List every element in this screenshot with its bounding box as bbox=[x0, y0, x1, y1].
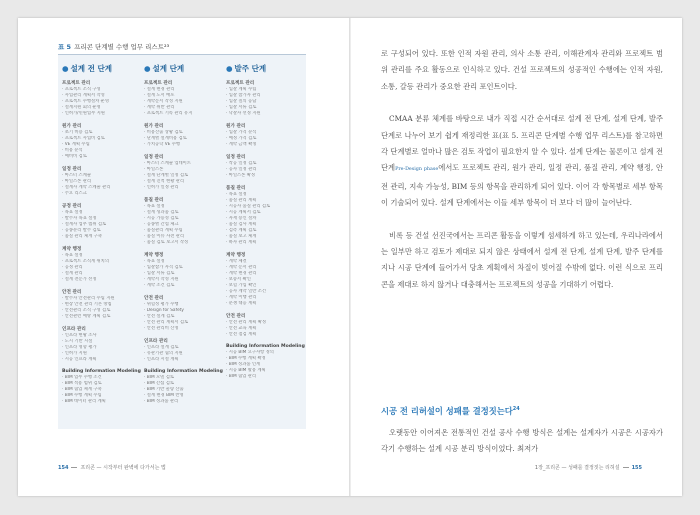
task-item: · 공종분리 발주 검토 bbox=[62, 228, 140, 234]
section-title: 시공 전 리허설이 성패를 결정짓는다$^{24}$ bbox=[381, 406, 520, 416]
task-group bbox=[226, 313, 304, 338]
task-item: · 공정 관리 bbox=[62, 265, 140, 271]
task-group bbox=[62, 123, 140, 160]
task-item: · 설계 성과품 검토 bbox=[144, 210, 222, 216]
task-item: · 마일스톤 bbox=[144, 167, 222, 173]
task-item: · 입찰 가격 분석 bbox=[226, 130, 304, 136]
figure-title: 프리콘 단계별 수행 업무 리스트²³ bbox=[74, 43, 170, 51]
task-item: · 시공 인프라 계획 bbox=[62, 357, 140, 363]
task-group bbox=[144, 295, 222, 332]
task-item: · 입찰참가 자격 검토 bbox=[144, 265, 222, 271]
task-item: · 계약서 작성 지원 bbox=[144, 277, 222, 283]
book-title: 프리콘 — 시작부터 완벽에 다가서는 법 bbox=[80, 465, 166, 471]
task-item: · 안전 점검 계획 bbox=[226, 332, 304, 338]
bim-group-title: Building Information Modeling bbox=[62, 369, 141, 374]
task-item: · 계약 조건 검토 bbox=[144, 283, 222, 289]
bim-item: · BIM 간섭 검토 bbox=[144, 381, 222, 387]
task-item: · 공사 일정 관리 bbox=[226, 167, 304, 173]
task-item: · 안전 관리 계획서 검토 bbox=[144, 320, 222, 326]
task-item: · 보험 가입 확인 bbox=[226, 283, 304, 289]
task-item: · 설계 단계별 일정 검토 bbox=[144, 173, 222, 179]
task-item: · 프로젝트 사업비 검토 bbox=[62, 136, 140, 142]
task-group bbox=[144, 80, 222, 117]
task-item: · 설계지원 회의 운영 bbox=[62, 105, 140, 111]
task-group bbox=[226, 252, 304, 307]
task-item: · 계약 변경 관리 bbox=[226, 271, 304, 277]
bim-item: · 시공 BIM 요구사항 정의 bbox=[226, 350, 304, 356]
task-item: · 설계 진척 현황 관리 bbox=[144, 179, 222, 185]
closing-paragraph: 오랫동안 이어져온 전통적인 건설 공사 수행 방식은 설계는 설계자가 시공은 시공자가 각기 수행하는 설계 시공 분리 방식이었다. 최저가 bbox=[381, 428, 663, 454]
task-item: · 입찰 질의 응답 bbox=[226, 99, 304, 105]
task-item: · 마스터 스케줄 bbox=[62, 173, 140, 179]
group-title: 프로젝트 관리 bbox=[144, 81, 173, 86]
group-title: 계약 행정 bbox=[226, 253, 246, 258]
task-item: · 목표 설정 bbox=[144, 204, 222, 210]
task-group bbox=[62, 80, 140, 117]
task-item: · 주요 리스크 bbox=[62, 191, 140, 197]
group-title: 계약 행정 bbox=[62, 247, 82, 252]
bim-item: · BIM 데이터 관리 계획 bbox=[62, 399, 140, 405]
group-title: 일정 관리 bbox=[226, 155, 246, 160]
bim-item: · BIM 업무 수행 조건 bbox=[62, 375, 140, 381]
figure-number: 표 5 bbox=[58, 43, 72, 51]
group-title: 계약 행정 bbox=[144, 253, 164, 258]
task-item: · VE 계획 수립 bbox=[62, 142, 140, 148]
task-item: · 계약 체결 bbox=[226, 259, 304, 265]
task-item: · 계약문서 작성 지원 bbox=[144, 99, 222, 105]
figure-caption bbox=[58, 42, 169, 51]
bim-item: · BIM 협업 체계 구축 bbox=[62, 387, 140, 393]
task-item: · 목표 설정 bbox=[62, 210, 140, 216]
column-title: ● 설계 전 단계 bbox=[62, 64, 112, 73]
task-item: · 계약 위반 관리 bbox=[144, 105, 222, 111]
group-title: 프로젝트 관리 bbox=[226, 81, 255, 86]
task-item: · 품질 이슈 사전 관리 bbox=[144, 234, 222, 240]
task-item: · 공사 계약 일반 조건 bbox=[226, 289, 304, 295]
task-item: · 설계사 업무 범위 검토 bbox=[62, 222, 140, 228]
group-title: 품질 관리 bbox=[144, 198, 164, 203]
task-item: · 프로젝트 수행절차 운영 bbox=[62, 99, 140, 105]
task-item: · 설계 전문가 선정 bbox=[62, 277, 140, 283]
task-item: · 현장 안전 관리 기본 방침 bbox=[62, 302, 140, 308]
column-pre-design bbox=[62, 63, 140, 405]
bim-item: · BIM 모델 검토 bbox=[144, 375, 222, 381]
task-list-table bbox=[58, 54, 306, 429]
task-group bbox=[144, 252, 222, 289]
bim-item: · BIM 수행 계획 확정 bbox=[226, 356, 304, 362]
task-item: · 예비비 검토 bbox=[62, 154, 140, 160]
task-item: · 검측 계획 검토 bbox=[226, 228, 304, 234]
group-title: 안전 관리 bbox=[62, 290, 82, 295]
task-group bbox=[62, 289, 140, 320]
bim-item: · BIM 성과품 관리 bbox=[144, 399, 222, 405]
task-item: · 하자 관리 계획 bbox=[226, 240, 304, 246]
page-number-right: 155 bbox=[631, 465, 642, 471]
group-title: 원가 관리 bbox=[62, 124, 82, 129]
bullet-icon: ● bbox=[226, 64, 233, 73]
task-item: · 초기 비용 검토 bbox=[62, 130, 140, 136]
bim-item: · BIM 성과품 인계 bbox=[226, 362, 304, 368]
task-item: · 품질 관리 계획 bbox=[226, 198, 304, 204]
book-spread bbox=[18, 18, 682, 496]
task-group bbox=[226, 185, 304, 246]
group-title: 안전 관리 bbox=[144, 296, 164, 301]
task-item: · 설계사 계약 스케줄 관리 bbox=[62, 185, 140, 191]
group-title: 일정 관리 bbox=[62, 167, 82, 172]
group-title: 안전 관리 bbox=[226, 314, 246, 319]
group-title: 인프라 관리 bbox=[144, 339, 168, 344]
task-item: · 분쟁 대응 계획 bbox=[226, 301, 304, 307]
task-item: · 착공 일정 검토 bbox=[226, 161, 304, 167]
task-item: · 입찰 서류 검토 bbox=[226, 105, 304, 111]
task-group bbox=[226, 154, 304, 179]
bim-item: · 설계 변경 BIM 반영 bbox=[144, 393, 222, 399]
paragraph-3: 비록 등 건설 선진국에서는 프리콘 활동을 이렇게 섬세하게 하고 있는데, 우리나라에서는 일부만 하고 검토가 제대로 되지 않은 상태에서 설계 전 단계, 설계 단계, 발주 단계를 지나 시공 단계에 들어가서 당초 계획에서 차질이 빚어질 수밖에 없다. 이런 식으로 프리콘을 제대로 하지 않거나 대충해서는 프로젝트의 성공을 기대하기 어렵다. bbox=[381, 230, 663, 289]
chapter-title: 1장_프리콘 — 성패를 결정짓는 리허설 bbox=[534, 465, 620, 471]
task-item: · 안전 설계 검토 bbox=[144, 314, 222, 320]
task-item: · 안전 교육 계획 bbox=[226, 326, 304, 332]
task-item: · 마일스톤 관리 bbox=[62, 179, 140, 185]
task-item: · 단계별 설계비용 검토 bbox=[144, 136, 222, 142]
term-pre-design: Pre-Design phase bbox=[395, 167, 439, 173]
task-item: · 자재 승인 절차 bbox=[226, 216, 304, 222]
task-item: · 프로젝트 조직 구성 bbox=[62, 87, 140, 93]
task-group bbox=[62, 326, 140, 363]
task-item: · 계약 문서 관리 bbox=[226, 265, 304, 271]
task-item: · 목표 설정 bbox=[144, 259, 222, 265]
paragraph-2: CMAA 분류 체계를 바탕으로 내가 직접 시간 순서대로 설계 전 단계, 설계 단계, 발주 단계로 나누어 보기 쉽게 재정리한 표(표 5. 프리콘 단계별 수행 업무 리스트)를 참고하면 각 단계별로 얼마나 많은 검토 작업이 필요한지 알 수 있다. 설계 단계는 물론이고 설계 전 단계Pre-Design phase에서도 프로젝트 관리, 원가 관리, 일정 관리, 품질 관리, 계약 행정, 안전 관리, 지속 가능성, BIM 등의 항목을 관리하게 되어 있다. 이어 각 항목별로 세부 항목이 기술되어 있다. 설계 단계에서는 이들 세부 항목이 더 보다 더 많이 늘어난다. bbox=[381, 114, 663, 208]
task-group bbox=[62, 166, 140, 197]
footer-right bbox=[535, 464, 642, 471]
group-title: 공정 관리 bbox=[62, 204, 82, 209]
body-text bbox=[381, 46, 663, 293]
page-number-left: 154 bbox=[58, 465, 69, 471]
task-group bbox=[144, 338, 222, 363]
task-item: · 입찰 참가자 관리 bbox=[226, 93, 304, 99]
task-item: · 공종별 간섭 체크 bbox=[144, 222, 222, 228]
task-item: · 낙찰자 선정 지원 bbox=[226, 111, 304, 117]
task-item: · 인허가 지원 bbox=[62, 351, 140, 357]
column-bidding bbox=[226, 63, 304, 380]
task-item: · 인허가 일정 관리 bbox=[144, 185, 222, 191]
task-item: · 비용 분석 bbox=[62, 148, 140, 154]
bim-item: · BIM 협업 관리 bbox=[226, 374, 304, 380]
column-title: ● 설계 단계 bbox=[144, 64, 185, 73]
task-item: · 안전 관리 계획 확정 bbox=[226, 320, 304, 326]
task-item: · 시공 계획서 검토 bbox=[226, 210, 304, 216]
group-title: 프로젝트 관리 bbox=[62, 81, 91, 86]
task-item: · 인프라 시설 계획 bbox=[144, 357, 222, 363]
group-title: 일정 관리 bbox=[144, 155, 164, 160]
task-item: · 시공사 품질 관리 검토 bbox=[226, 204, 304, 210]
task-item: · 설계 도서 배포 bbox=[144, 93, 222, 99]
task-item: · 프로젝트 기록 관리 유지 bbox=[144, 111, 222, 117]
group-title: 인프라 관리 bbox=[62, 327, 86, 332]
footer-left bbox=[58, 464, 166, 471]
bim-group-title: Building Information Modeling bbox=[144, 369, 223, 374]
task-item: · 마일스톤 확정 bbox=[226, 173, 304, 179]
task-item: · Design for Safety bbox=[144, 308, 222, 314]
task-item: · 위험성 평가 수행 bbox=[144, 302, 222, 308]
task-item: · 발주자 안전관리 수립 지원 bbox=[62, 296, 140, 302]
task-item: · 입찰 서류 검토 bbox=[144, 271, 222, 277]
task-item: · 인프라 영향 평가 bbox=[62, 345, 140, 351]
task-item: · 안전 관리비 산정 bbox=[144, 326, 222, 332]
task-item: · 안전관련 예방 계획 검토 bbox=[62, 314, 140, 320]
task-group bbox=[144, 154, 222, 191]
group-title: 원가 관리 bbox=[226, 124, 246, 129]
task-item: · 마스터 스케줄 업데이트 bbox=[144, 161, 222, 167]
task-item: · 가치공학 VE 수행 bbox=[144, 142, 222, 148]
task-item: · 계약 금액 확정 bbox=[226, 142, 304, 148]
group-title: 품질 관리 bbox=[226, 186, 246, 191]
bim-group-title: Building Information Modeling bbox=[226, 344, 305, 349]
task-item: · 비용산출 상황 검토 bbox=[144, 130, 222, 136]
task-item: · 목표 설정 bbox=[226, 192, 304, 198]
column-title: ● 발주 단계 bbox=[226, 64, 267, 73]
bullet-icon: ● bbox=[62, 64, 69, 73]
task-group bbox=[226, 123, 304, 148]
bim-item: · 시공 BIM 활용 계획 bbox=[226, 368, 304, 374]
task-item: · 예정 가격 검토 bbox=[226, 136, 304, 142]
task-item: · 유관기관 협의 지원 bbox=[144, 351, 222, 357]
task-group bbox=[62, 246, 140, 283]
task-group bbox=[226, 80, 304, 117]
paragraph-1: 로 구성되어 있다. 또한 인적 자원 관리, 의사 소통 관리, 이해관계자 관리와 프로젝트 범위 관리를 주요 활동으로 인식하고 있다. 건설 프로젝트의 성공적인 수행에는 인적 자원, 소통, 갈등 관리가 중요한 관리 포인트이다. bbox=[381, 49, 663, 91]
section-footnote: 24 bbox=[512, 406, 520, 413]
column-design bbox=[144, 63, 222, 405]
task-item: · 인프라 현황 조사 bbox=[62, 333, 140, 339]
task-item: · 시공 가능성 검토 bbox=[144, 216, 222, 222]
task-group bbox=[62, 203, 140, 240]
task-item: · 안전관리 조직 구성 검토 bbox=[62, 308, 140, 314]
task-item: · 품질 관리 체계 구축 bbox=[62, 234, 140, 240]
group-title: 원가 관리 bbox=[144, 124, 164, 129]
page-gutter bbox=[349, 18, 351, 496]
task-item: · 품질 검사 계획 bbox=[226, 222, 304, 228]
bullet-icon: ● bbox=[144, 64, 151, 73]
task-item: · 인프라 설계 검토 bbox=[144, 345, 222, 351]
task-item: · 목표 설정 bbox=[62, 253, 140, 259]
task-item: · 발주자 목표 설정 bbox=[62, 216, 140, 222]
closing-text bbox=[381, 425, 663, 458]
task-item: · 인허가/민원업무 지원 bbox=[62, 111, 140, 117]
bim-item: · BIM 수행 계획 수립 bbox=[62, 393, 140, 399]
task-item: · 사업관리 계획서 작성 bbox=[62, 93, 140, 99]
task-group bbox=[144, 123, 222, 148]
task-item: · 품질 보고 체계 bbox=[226, 234, 304, 240]
task-item: · 계약 이행 관리 bbox=[226, 295, 304, 301]
task-item: · 도시 기반 시설 bbox=[62, 339, 140, 345]
task-item: · 입찰 계획 수립 bbox=[226, 87, 304, 93]
task-item: · 보증서 확인 bbox=[226, 277, 304, 283]
task-group bbox=[144, 197, 222, 246]
task-item: · 프로젝트 조직계 위치의 bbox=[62, 259, 140, 265]
bim-item: · BIM 기반 물량 산출 bbox=[144, 387, 222, 393]
bim-item: · BIM 적용 범위 검토 bbox=[62, 381, 140, 387]
task-item: · 설계 변경 관리 bbox=[144, 87, 222, 93]
task-item: · 품질 검토 보고서 작성 bbox=[144, 240, 222, 246]
task-item: · 설계 관리 bbox=[62, 271, 140, 277]
task-item: · 품질관리 계획 수립 bbox=[144, 228, 222, 234]
